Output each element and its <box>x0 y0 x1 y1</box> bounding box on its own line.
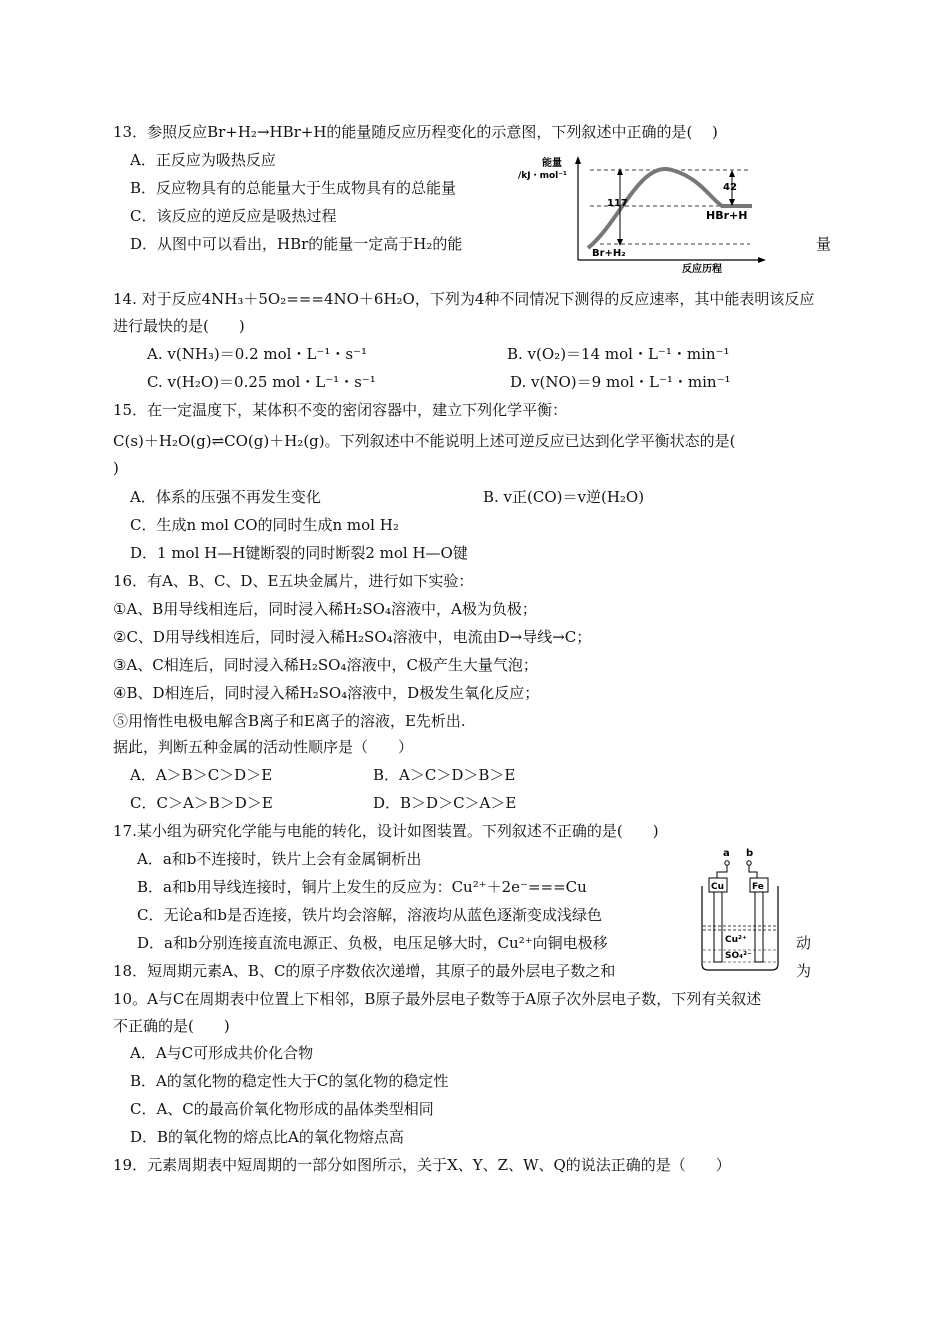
cu-plate <box>714 892 722 962</box>
q15-stem-line2: C(s)＋H₂O(g)⇌CO(g)＋H₂(g)。下列叙述中不能说明上述可逆反应已达到化学平衡状态的是( <box>113 432 736 450</box>
q15-stem-line1: 15．在一定温度下，某体积不变的密闭容器中，建立下列化学平衡： <box>113 401 568 419</box>
q13-stem: 13．参照反应Br+H₂→HBr+H的能量随反应历程变化的示意图，下列叙述中正确的是( ) <box>113 123 718 141</box>
q13-option-d-tail: 量 <box>816 235 832 253</box>
q18-stem-line1: 18．短周期元素A、B、C的原子序数依次递增，其原子的最外层电子数之和 <box>113 962 616 980</box>
sulfate-ion-label: SO₄²⁻ <box>725 951 752 961</box>
q14-stem-line1: 14. 对于反应4NH₃＋5O₂===4NO＋6H₂O，下列为4种不同情况下测得的反应速率，其中能表明该反应 <box>113 290 815 308</box>
q17-option-a: A．a和b不连接时，铁片上会有金属铜析出 <box>137 850 422 868</box>
q14-stem-line2: 进行最快的是( ) <box>113 317 245 335</box>
q19-stem: 19．元素周期表中短周期的一部分如图所示，关于X、Y、Z、W、Q的说法正确的是（ ） <box>113 1156 731 1174</box>
q18-option-b: B．A的氢化物的稳定性大于C的氢化物的稳定性 <box>130 1072 449 1090</box>
q16-step-4: ④B、D相连后，同时浸入稀H₂SO₄溶液中，D极发生氧化反应； <box>113 684 540 702</box>
q16-step-3: ③A、C相连后，同时浸入稀H₂SO₄溶液中，C极产生大量气泡； <box>113 656 538 674</box>
delta-arrow-top <box>729 170 735 177</box>
ea-arrow-bottom <box>617 239 623 246</box>
q15-option-a: A．体系的压强不再发生变化 <box>130 488 321 506</box>
q16-step-5: ⑤用惰性电极电解含B离子和E离子的溶液，E先析出. <box>113 712 466 730</box>
q16-option-a: A．A＞B＞C＞D＞E <box>130 766 273 784</box>
terminal-a-label: a <box>723 848 730 859</box>
fe-electrode-label: Fe <box>752 882 764 892</box>
q14-option-a: A. v(NH₃)＝0.2 mol・L⁻¹・s⁻¹ <box>147 345 367 363</box>
galvanic-cell-diagram <box>690 846 790 976</box>
q17-option-b: B．a和b用导线连接时，铜片上发生的反应为：Cu²⁺＋2e⁻===Cu <box>137 878 587 896</box>
reactants-label: Br+H₂ <box>592 248 626 259</box>
q17-option-d-tail: 动 <box>796 934 812 952</box>
q16-option-b: B．A＞C＞D＞B＞E <box>373 766 516 784</box>
q16-option-d: D．B＞D＞C＞A＞E <box>373 794 517 812</box>
terminal-a <box>725 861 729 865</box>
terminal-b-label: b <box>746 848 754 859</box>
energy-axis-unit: /kJ・mol⁻¹ <box>518 171 567 181</box>
ea-arrow-top <box>617 168 623 175</box>
wire-b <box>749 865 757 878</box>
q16-stem: 16．有A、B、C、D、E五块金属片，进行如下实验： <box>113 572 474 590</box>
products-label: HBr+H <box>706 209 748 222</box>
q18-stem-line3: 不正确的是( ) <box>113 1017 230 1035</box>
x-axis-arrow <box>758 257 766 263</box>
terminal-b <box>747 861 751 865</box>
q18-option-a: A．A与C可形成共价化合物 <box>130 1044 314 1062</box>
q14-option-c: C. v(H₂O)＝0.25 mol・L⁻¹・s⁻¹ <box>147 373 376 391</box>
q18-option-c: C．A、C的最高价氧化物形成的晶体类型相同 <box>130 1100 434 1118</box>
q15-option-c: C．生成n mol CO的同时生成n mol H₂ <box>130 516 399 534</box>
energy-diagram <box>510 150 770 276</box>
q16-step-2: ②C、D用导线相连后，同时浸入稀H₂SO₄溶液中，电流由D→导线→C； <box>113 628 592 646</box>
q14-option-d: D. v(NO)＝9 mol・L⁻¹・min⁻¹ <box>510 373 731 391</box>
delta-label: 42 <box>723 182 737 193</box>
q15-option-b: B. v正(CO)＝v逆(H₂O) <box>483 488 645 506</box>
cu-ion-label: Cu²⁺ <box>725 935 747 945</box>
energy-axis-label: 能量 <box>542 158 562 169</box>
q17-stem: 17.某小组为研究化学能与电能的转化，设计如图装置。下列叙述不正确的是( ) <box>113 822 659 840</box>
x-axis-label: 反应历程 <box>682 264 722 275</box>
q16-option-c: C．C＞A＞B＞D＞E <box>130 794 273 812</box>
q14-option-b: B. v(O₂)＝14 mol・L⁻¹・min⁻¹ <box>507 345 730 363</box>
q18-stem-line2: 10。A与C在周期表中位置上下相邻，B原子最外层电子数等于A原子次外层电子数，下列有关叙述 <box>113 990 762 1008</box>
q18-option-d: D．B的氧化物的熔点比A的氧化物熔点高 <box>130 1128 404 1146</box>
q13-option-b: B．反应物具有的总能量大于生成物具有的总能量 <box>130 179 457 197</box>
q15-stem-line3: ) <box>113 459 119 477</box>
q13-option-a: A．正反应为吸热反应 <box>130 151 276 169</box>
fe-plate <box>755 892 763 962</box>
y-axis-arrow <box>575 156 581 164</box>
q18-stem-line1-tail: 为 <box>796 962 812 980</box>
wire-a <box>717 865 727 878</box>
q16-question: 据此，判断五种金属的活动性顺序是（ ） <box>113 738 414 756</box>
q17-option-c: C．无论a和b是否连接，铁片均会溶解，溶液均从蓝色逐渐变成浅绿色 <box>137 906 603 924</box>
q15-option-d: D．1 mol H—H键断裂的同时断裂2 mol H—O键 <box>130 544 468 562</box>
ea-label: 117 <box>607 198 628 209</box>
q16-step-1: ①A、B用导线相连后，同时浸入稀H₂SO₄溶液中，A极为负极； <box>113 600 537 618</box>
cu-electrode-label: Cu <box>711 882 725 892</box>
q17-option-d: D．a和b分别连接直流电源正、负极，电压足够大时，Cu²⁺向铜电极移 <box>137 934 608 952</box>
q13-option-d: D．从图中可以看出，HBr的能量一定高于H₂的能 <box>130 235 463 253</box>
q13-option-c: C．该反应的逆反应是吸热过程 <box>130 207 337 225</box>
